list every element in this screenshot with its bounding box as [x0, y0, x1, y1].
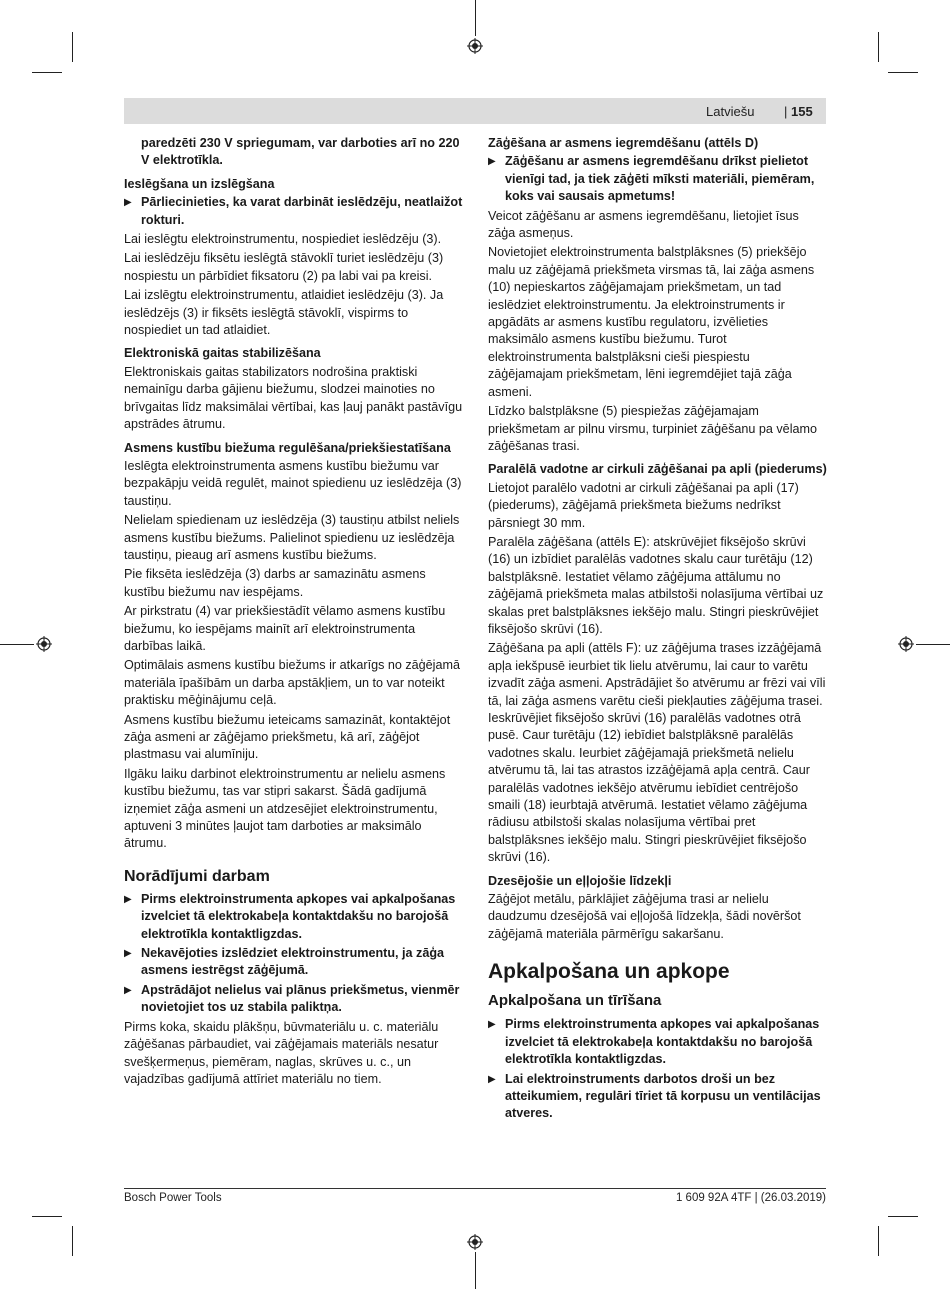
paragraph-foreign-bodies: Pirms koka, skaidu plākšņu, būvmateriālu u. c. materiālu zāģēšanas pārbaudiet, vai zāģējamais materiāls nesatur svešķermeņus, piemēram, naglas, skrūves u. c., un vajadzības gadījumā attīriet materiālu no tiem.	[124, 1019, 439, 1086]
crop-mark-bottom-left-v	[72, 1226, 73, 1256]
crop-mark-top-left-v	[72, 32, 73, 62]
registration-mark-right-icon	[898, 636, 914, 652]
paragraph-plunge-1: Veicot zāģēšanu ar asmens iegremdēšanu, lietojiet īsus zāģa asmeņus.	[488, 208, 799, 241]
warning-unplug-maintenance: ▶ Pirms elektroinstrumenta apkopes vai apkalpošanas izvelciet tā elektrokabeļa kontaktdakšu no barojošā elektrotīkla kontaktligzdas.	[488, 1017, 820, 1067]
heading-parallel-guide: Paralēlā vadotne ar cirkuli zāģēšanai pa apli (piederums)	[488, 462, 827, 477]
registration-mark-top-icon	[467, 38, 483, 54]
paragraph-plunge-3: Līdzko balstplāksne (5) piespiežas zāģējamajam priekšmetam ar pilnu virsmu, turpiniet zāģēšanu pa vēlamo zāģēšanas trasi.	[488, 404, 817, 453]
warning-small-workpieces: ▶ Apstrādājot nelielus vai plānus priekšmetus, vienmēr novietojiet tos uz stabila paliktņa.	[124, 982, 460, 1015]
bullet-triangle-icon: ▶	[488, 156, 496, 168]
registration-mark-bottom-icon	[467, 1234, 483, 1250]
bullet-triangle-icon: ▶	[124, 893, 132, 905]
footer-doc-number: 1 609 92A 4TF | (26.03.2019)	[675, 1192, 826, 1204]
paragraph-stroke-rate-3: Pie fiksēta ieslēdzēja (3) darbs ar samazinātu asmens kustību biežumu nav iespējams.	[124, 567, 426, 599]
crop-mark-top-left-h	[32, 72, 62, 73]
heading-cleaning: Apkalpošana un tīrīšana	[488, 992, 662, 1010]
intro-continuation: paredzēti 230 V spriegumam, var darboties arī no 220 V elektrotīkla.	[141, 136, 460, 168]
heading-plunge-cutting: Zāģēšana ar asmens iegremdēšanu (attēls D)	[488, 136, 759, 150]
paragraph-plunge-2: Novietojiet elektroinstrumenta balstplāksnes (5) priekšējo malu uz zāģējamā priekšmeta virsmas tā, lai zāģa asmens (10) nepieskartos zāģējamajam priekšmetam, un tad ieslēdziet elektroinstrumentu. Ja elektroinstruments ir apgādāts ar asmens kustību regulatoru, izvēlieties maksimālo asmens kustību biežumu. Turot elektroinstrumenta balstplāksni cieši piespiestu zāģējamajam priekšmetam, lēni iegremdējiet tajā zāģa asmeni.	[488, 245, 815, 399]
footer-rule	[124, 1188, 826, 1189]
crop-mark-top-right-h	[888, 72, 918, 73]
warning-jammed-blade: ▶ Nekavējoties izslēdziet elektroinstrumentu, ja zāģa asmens iestrēgst zāģējumā.	[124, 946, 445, 978]
heading-coolant: Dzesējošie un eļļojošie līdzekļi	[488, 873, 672, 888]
warning-plunge-cutting: ▶ Zāģēšanu ar asmens iegremdēšanu drīkst pielietot vienīgi tad, ja tiek zāģēti mīksti materiāli, piemēram, koks vai sausais apmetums!	[488, 154, 815, 204]
registration-mark-left-icon	[36, 636, 52, 652]
warning-unplug: ▶ Pirms elektroinstrumenta apkopes vai apkalpošanas izvelciet tā elektrokabeļa kontaktdakšu no barojošā elektrotīkla kontaktligzdas.	[124, 891, 456, 941]
heading-electronic-stabilization: Elektroniskā gaitas stabilizēšana	[124, 346, 321, 361]
crop-mark-bottom-left-h	[32, 1216, 62, 1217]
left-column	[124, 135, 464, 1090]
paragraph-stroke-rate-6: Asmens kustību biežumu ieteicams samazināt, kontaktējot zāģa asmeni ar zāģējamo priekšmetu, kā arī, zāģējot plastmasu vai alumīniju.	[124, 712, 451, 762]
crop-mark-top-right-v	[878, 32, 879, 62]
bullet-triangle-icon: ▶	[124, 197, 132, 209]
warning-switching: ▶ Pārliecinieties, ka varat darbināt ieslēdzēju, neatlaižot rokturi.	[124, 195, 463, 227]
paragraph-stroke-rate-1: Ieslēgta elektroinstrumenta asmens kustību biežumu var bezpakāpju veidā regulēt, mainot spiedienu uz ieslēdzēja (3) taustiņu.	[124, 458, 462, 508]
paragraph-stroke-rate-5: Optimālais asmens kustību biežums ir atkarīgs no zāģējamā materiāla īpašībām un darba apstākļiem, un to var noteikt praktisku mēģinājumu ceļā.	[124, 658, 460, 708]
page-number: 155	[791, 104, 813, 119]
header-language: Latviešu	[706, 104, 755, 119]
registration-line-top	[475, 0, 476, 36]
header-separator: |	[784, 104, 788, 119]
paragraph-stroke-rate-2: Nelielam spiedienam uz ieslēdzēja (3) taustiņu atbilst neliels asmens kustību biežums. Palielinot spiedienu uz ieslēdzēja taustiņu, pieaug arī asmens kustību biežums.	[124, 513, 460, 562]
heading-working-advice: Norādījumi darbam	[124, 867, 270, 885]
paragraph-switch-on: Lai ieslēgtu elektroinstrumentu, nospiediet ieslēdzēju (3).	[124, 232, 442, 247]
bullet-triangle-icon: ▶	[488, 1019, 496, 1031]
bullet-triangle-icon: ▶	[488, 1073, 496, 1085]
crop-mark-bottom-right-h	[888, 1216, 918, 1217]
heading-stroke-rate: Asmens kustību biežuma regulēšana/priekšiestatīšana	[124, 440, 451, 455]
paragraph-guide-1: Lietojot paralēlo vadotni ar cirkuli zāģēšanai pa apli (17) (piederums), zāģējamā priekšmeta biežums nedrīkst pārsniegt 30 mm.	[488, 480, 799, 530]
crop-mark-bottom-right-v	[878, 1226, 879, 1256]
paragraph-stabilization: Elektroniskais gaitas stabilizators nodrošina praktiski nemainīgu darba gājienu biežumu, slodzei mainoties no brīvgaitas līdz maksimālai vērtībai, kas ļauj panākt pastāvīgu apstrādes ātrumu.	[124, 364, 463, 432]
paragraph-guide-3: Zāģēšana pa apli (attēls F): uz zāģējuma trases izzāģējamā apļa iekšpusē ieurbiet tik lielu atvērumu, lai caur to varētu izvadīt zāģa asmeni. Apstrādājiet šo atvērumu ar frēzi vai vīli tā, lai zāģa asmens varētu cieši piekļauties zāģējuma trasei. Ieskrūvējiet fiksējošo skrūvi (16) paralēlās vadotnes otrā pusē. Caur turētāju (12) iebīdiet balstplāksnē paralēlās vadotnes skalu. Ieurbiet zāģējamajā priekšmetā nelielu atvērumu tā, lai tas atrastos izzāģējamā apļa centrā. Caur paralēlās vadotnes iekšējo atvērumu iebīdiet centrējošo smaili (18) ieurbtajā atvērumā. Iestatiet vēlamo zāģējuma rādiusu atbilstoši skalas nolasījuma vērtībai pret balstplāksnes iekšējo malu. Stingri pieskrūvējiet fiksējošo skrūvi (16).	[488, 641, 826, 865]
footer-brand: Bosch Power Tools	[124, 1192, 222, 1204]
registration-line-right	[916, 644, 950, 645]
bullet-triangle-icon: ▶	[124, 948, 132, 960]
paragraph-guide-2: Paralēla zāģēšana (attēls E): atskrūvējiet fiksējošo skrūvi (16) un izbīdiet paralēlās vadotnes skalu caur turētāju (12) balstplāksnē. Iestatiet vēlamo zāģējuma attālumu no zāģējamā priekšmeta malas atbilstoši nolasījuma vērtībai uz skalas pret balstplāksnes iekšējo malu. Stingri pieskrūvējiet fiksējošo skrūvi (16).	[488, 534, 824, 636]
warning-clean-vents: ▶ Lai elektroinstruments darbotos droši un bez atteikumiem, regulāri tīriet tā korpusu un ventilācijas atveres.	[488, 1071, 821, 1121]
heading-maintenance: Apkalpošana un apkope	[488, 960, 730, 984]
right-column	[488, 135, 828, 1125]
paragraph-coolant: Zāģējot metālu, pārklājiet zāģējuma trasi ar nelielu daudzumu dzesējošā vai eļļojošā līdzekļa, šādi novēršot zāģējamā materiāla pārmērīgu sakaršanu.	[488, 892, 801, 941]
bullet-triangle-icon: ▶	[124, 984, 132, 996]
heading-switching: Ieslēgšana un izslēgšana	[124, 176, 275, 191]
paragraph-switch-lock: Lai ieslēdzēju fiksētu ieslēgtā stāvoklī turiet ieslēdzēju (3) nospiestu un pārbīdiet fiksatoru (2) pa labi vai pa kreisi.	[124, 251, 444, 283]
registration-line-bottom	[475, 1252, 476, 1289]
paragraph-stroke-rate-4: Ar pirkstratu (4) var priekšiestādīt vēlamo asmens kustību biežumu, ko iespējams mainīt arī elektroinstrumenta darbības laikā.	[124, 604, 446, 653]
paragraph-stroke-rate-7: Ilgāku laiku darbinot elektroinstrumentu ar nelielu asmens kustību biežumu, tas var stipri sakarst. Šādā gadījumā izņemiet zāģa asmeni un atdzesējiet elektroinstrumentu, aptuveni 3 minūtes ļaujot tam darboties ar maksimālo ātrumu.	[124, 766, 446, 851]
paragraph-switch-off: Lai izslēgtu elektroinstrumentu, atlaidiet ieslēdzēju (3). Ja ieslēdzējs (3) ir fiksēts ieslēgtā stāvoklī, vispirms to nospiediet un tad atlaidiet.	[124, 288, 444, 338]
registration-line-left	[0, 644, 34, 645]
